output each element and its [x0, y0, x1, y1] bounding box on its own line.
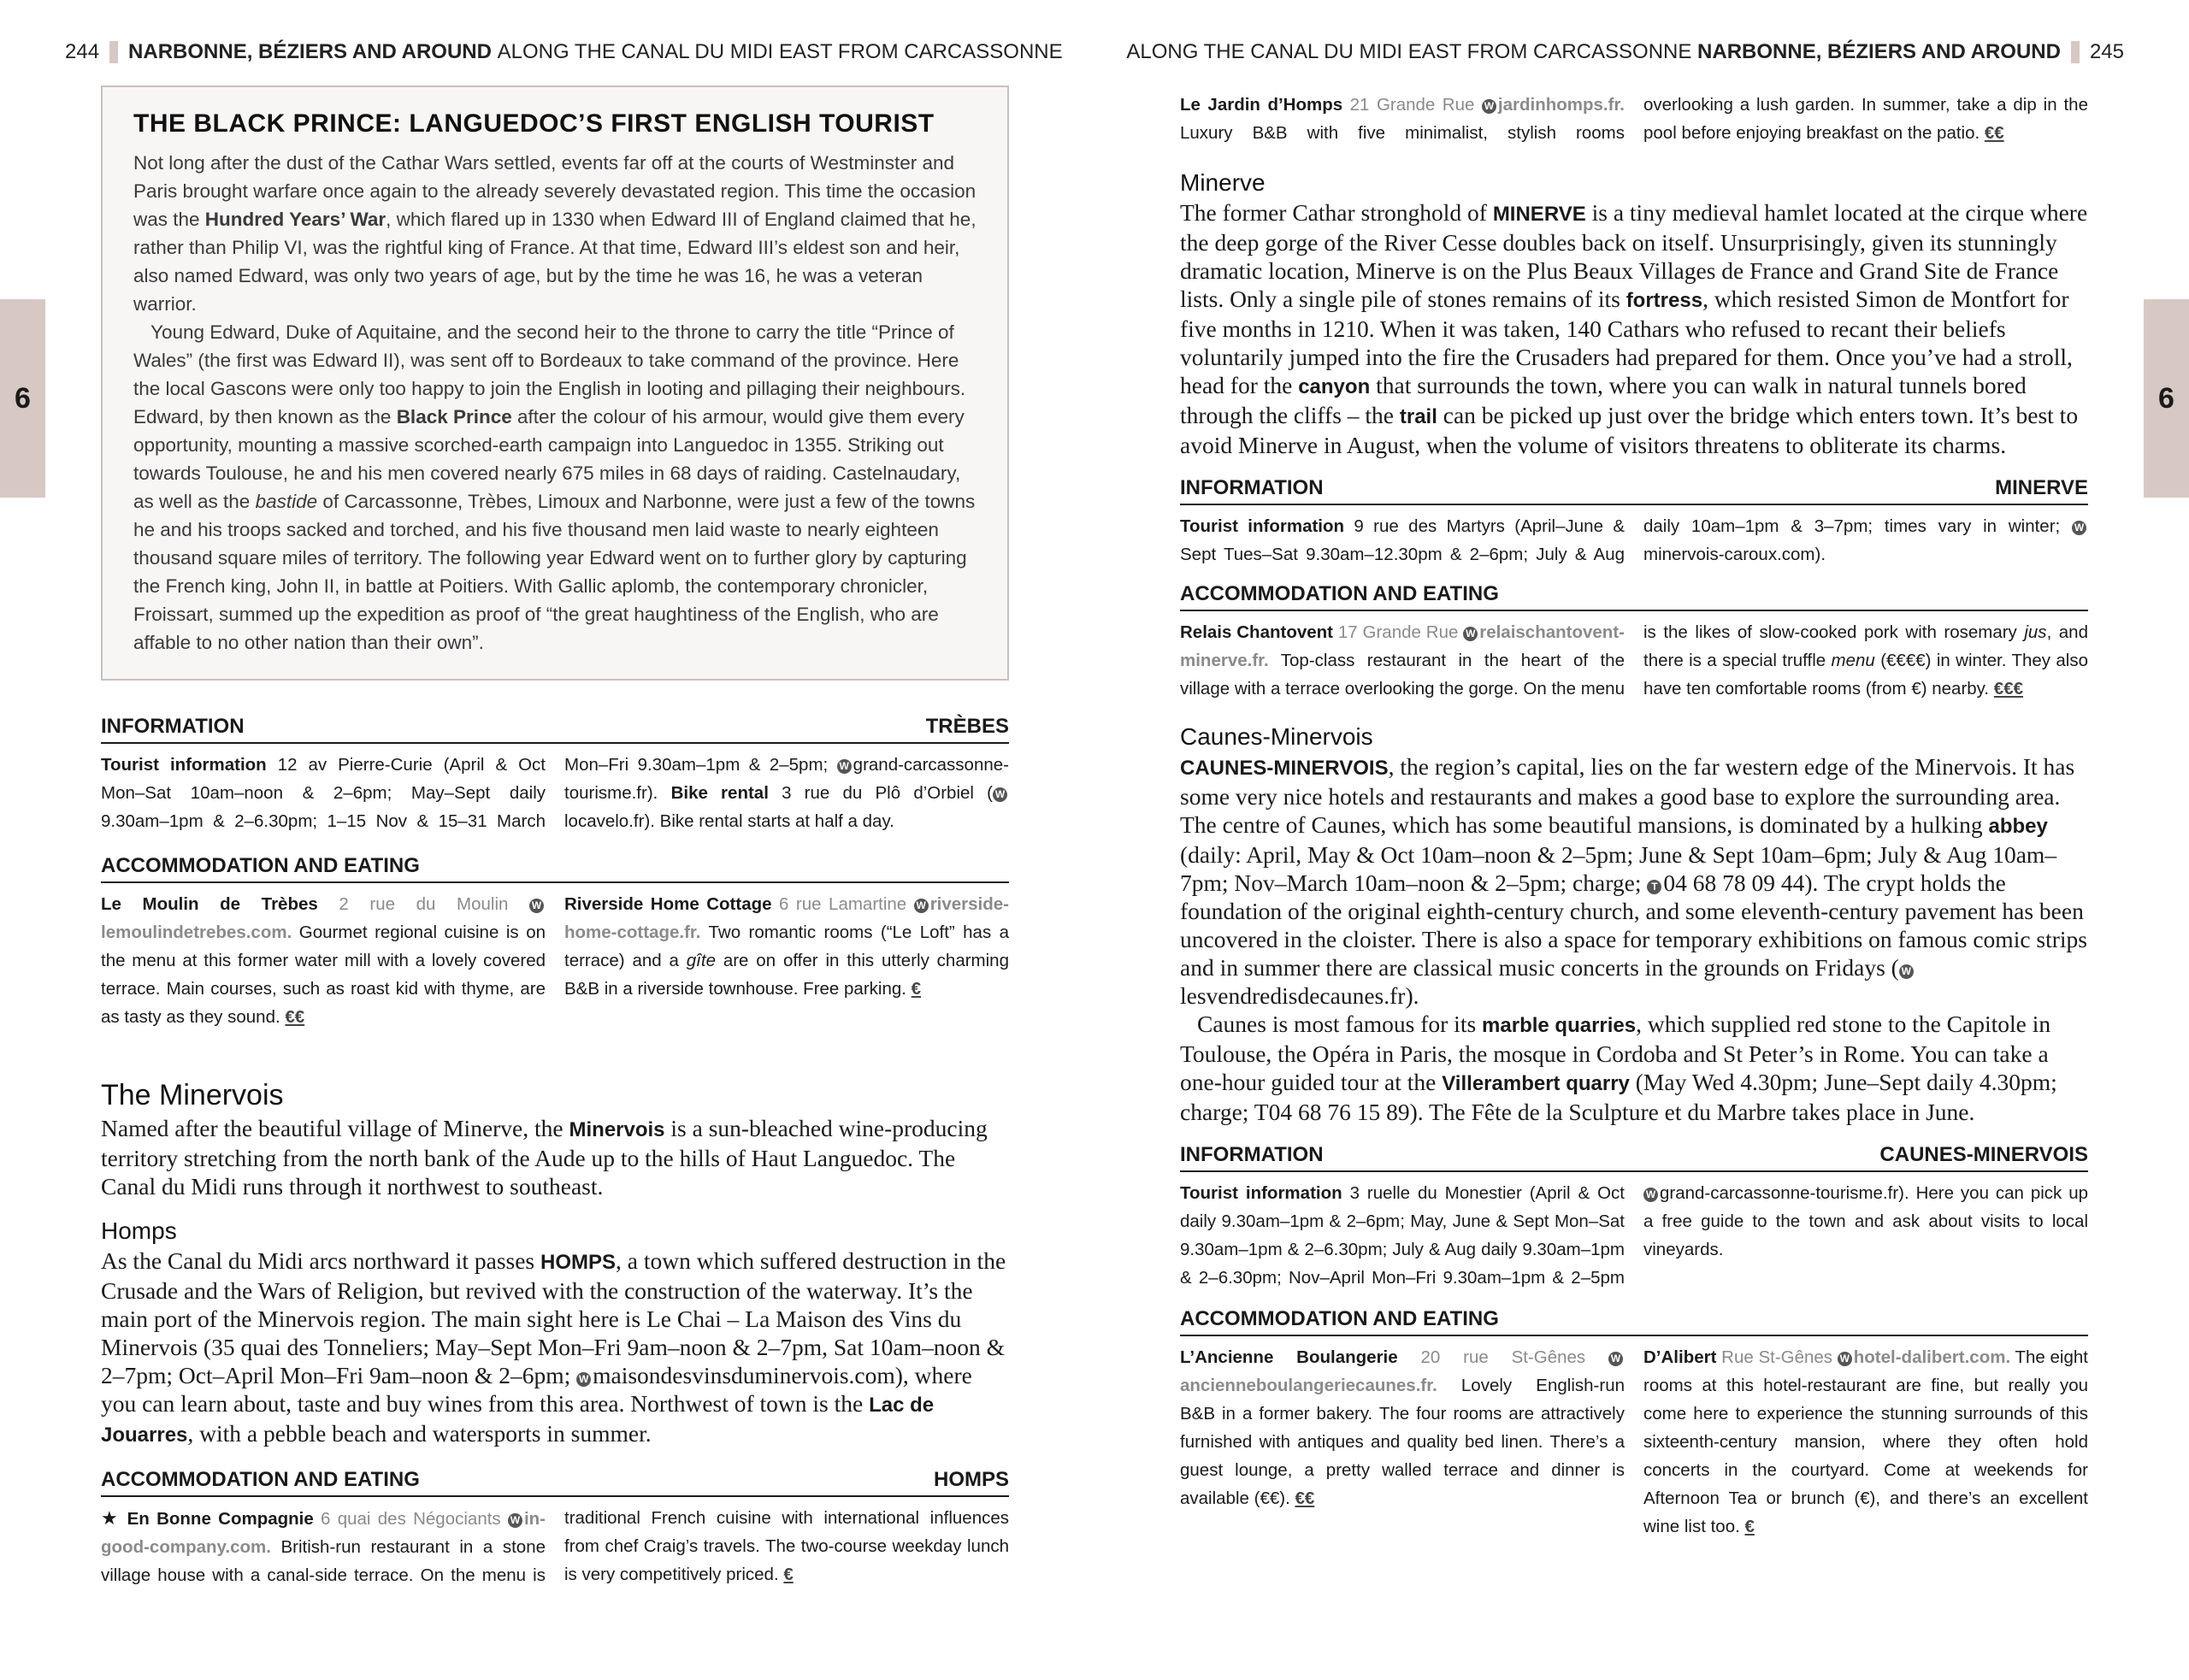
boxout-title: THE BLACK PRINCE: LANGUEDOC’S FIRST ENGLISH TOURIST [133, 109, 935, 138]
trebes-information-listing [101, 751, 1009, 835]
caunes-information-header [1180, 1143, 2088, 1172]
web-icon: W [993, 787, 1007, 802]
price-badge: €€€ [1993, 679, 2024, 699]
minerve-accommodation-header [1180, 582, 2088, 611]
caunes-paragraph-1: CAUNES-MINERVOIS, the region’s capital, lies on the far western edge of the Minervois. It has some very nice hotels and restaurants and makes a good base to explore the surrounding area. The centre of Caunes, which has some beautiful mansions, is dominated by a hulking abbey (daily: April, May & Oct 10am–noon & 2–5pm; June & Sept 10am–6pm; July & Aug 10am–7pm; Nov–March 10am–noon & 2–5pm; charge; T 04 68 78 09 44). The crypt holds the foundation of the original eighth-century church, and some eleventh-century pavement has been uncovered in the cloister. There is also a space for temporary exhibitions on famous comic strips and in summer there are classical music concerts in the grounds on Fridays ( Wlesvendredisdecaunes.fr). [1180, 753, 2088, 1009]
price-badge: €€ [1295, 1488, 1315, 1508]
minerve-heading: Minerve [1180, 169, 1266, 196]
trebes-information-header [101, 715, 1009, 744]
caunes-information-listing [1180, 1179, 2088, 1292]
caunes-tourist-information: Tourist information 3 ruelle du Monestier (April & Oct daily 9.30am–1pm & 2–6pm; May, June & Sept Mon–Sat 9.30am–1pm & 2–6.30pm; July & Aug daily 9.30am–1pm & 2–6.30pm; Nov–April Mon–Fri 9.30am–1pm & 2–5pm W grand-carcassonne-tourisme.fr). Here you can pick up a free guide to the town and ask about visits to local vineyards. [1180, 1183, 2088, 1288]
header-divider [2071, 41, 2080, 63]
minerve-tourist-information: Tourist information 9 rue des Martyrs (April–June & Sept Tues–Sat 9.30am–12.30pm & 2–6pm; July & Aug daily 10am–1pm & 3–7pm; times vary in winter; Wminervois-caroux.com). [1180, 512, 2088, 569]
minerve-information-header [1180, 476, 2088, 505]
header-divider [109, 41, 118, 63]
homps-accommodation-listing [101, 1504, 1009, 1589]
price-badge: € [911, 979, 922, 999]
bike-rental-label: Bike rental [670, 783, 769, 803]
section-heading: ACCOMMODATION AND EATING [1180, 1307, 1499, 1330]
listing-dalibert: D’Alibert Rue St-Gênes W hotel-dalibert.com. The eight rooms at this hotel-restaurant are fine, but really you come here to experience the stunning surrounds of this sixteenth-century mansion, where they often hold concerts in the courtyard. Come at weekends for Afternoon Tea or brunch (€), and there’s an excellent wine list too. € [1643, 1347, 2088, 1536]
price-badge: €€ [1984, 123, 2004, 143]
section-title-left: ALONG THE CANAL DU MIDI EAST FROM CARCASSONNE [497, 40, 1063, 63]
web-icon: W [1463, 627, 1478, 641]
trebes-accommodation-listing [101, 890, 1009, 1031]
listing-riverside-home-cottage: Riverside Home Cottage 6 rue Lamartine W riverside-home-cottage.fr. Two romantic rooms (“Le Loft” has a terrace) and a gîte are on offer in this utterly charming B&B in a riverside townhouse. Free parking. € [564, 894, 1009, 999]
homps-heading: Homps [101, 1217, 177, 1244]
chapter-title-right: NARBONNE, BÉZIERS AND AROUND [1697, 40, 2061, 63]
caunes-accommodation-listing [1180, 1343, 2088, 1541]
section-place: TRÈBES [925, 715, 1009, 738]
section-place: MINERVE [1995, 476, 2088, 499]
web-icon: W [1482, 99, 1496, 114]
chapter-tab-right: 6 [2144, 299, 2189, 498]
listing-le-jardin-dhomps: Le Jardin d’Homps 21 Grande Rue W jardinhomps.fr. Luxury B&B with five minimalist, stylish rooms overlooking a lush garden. In summer, take a dip in the pool before enjoying breakfast on the patio. €€ [1180, 95, 2088, 143]
web-icon: W [508, 1513, 522, 1528]
section-heading: INFORMATION [1180, 1143, 1324, 1166]
minerve-paragraph: The former Cathar stronghold of MINERVE is a tiny medieval hamlet located at the cirque where the deep gorge of the River Cesse doubles back on itself. Unsurprisingly, given its stunningly dramatic location, Minerve is on the Plus Beaux Villages de France and Grand Site de France lists. Only a single pile of stones remains of its fortress, which resisted Simon de Montfort for five months in 1210. When it was taken, 140 Cathars who refused to recant their beliefs voluntarily jumped into the fire the Crusaders had prepared for them. Once you’ve had a stroll, head for the canyon that surrounds the town, where you can walk in natural tunnels bored through the cliffs – the trail can be picked up just over the bridge which enters town. It’s best to avoid Minerve in August, when the volume of visitors threatens to obliterate its charms. [1180, 199, 2088, 458]
boxout-paragraph-2: Young Edward, Duke of Aquitaine, and the second heir to the throne to carry the title “Prince of Wales” (the first was Edward II), was sent off to Bordeaux to take command of the province. Here the local Gascons were only too happy to join the English in looting and pillaging their neighbours. Edward, by then known as the Black Prince after the colour of his armour, would give them every opportunity, mounting a massive scorched-earth campaign into Languedoc in 1355. Striking out towards Toulouse, he and his men covered nearly 675 miles in 68 days of raiding. Castelnaudary, as well as the bastide of Carcassonne, Trèbes, Limoux and Narbonne, were just a few of the towns he and his troops sacked and torched, and his five thousand men laid waste to nearly eighteen thousand square miles of territory. The following year Edward went on to further glory by capturing the French king, John II, in battle at Poitiers. With Gallic aplomb, the contemporary chronicler, Froissart, summed up the expedition as proof of “the great haughtiness of the English, who are affable to no other nation than their own”. [133, 321, 976, 653]
trebes-tourist-information: Tourist information 12 av Pierre-Curie (April & Oct Mon–Sat 10am–noon & 2–6pm; May–Sept daily 9.30am–1pm & 2–6.30pm; 1–15 Nov & 15–31 March Mon–Fri 9.30am–1pm & 2–5pm; W grand-carcassonne-tourisme.fr). Bike rental 3 rue du Plô d’Orbiel ( Wlocavelo.fr). Bike rental starts at half a day. [101, 755, 1009, 831]
web-icon: W [576, 1372, 591, 1387]
black-prince-boxout [101, 85, 1009, 681]
web-icon: W [529, 899, 544, 913]
web-icon: W [1899, 964, 1914, 979]
homps-paragraph: As the Canal du Midi arcs northward it passes HOMPS, a town which suffered destruction in the Crusade and the Wars of Religion, but revived with the construction of the waterway. It’s the main port of the Minervois region. The main sight here is Le Chai – La Maison des Vins du Minervois (35 quai des Tonneliers; May–Sept Mon–Fri 9am–noon & 2–7pm, Sat 10am–noon & 2–7pm; Oct–April Mon–Fri 9am–noon & 2–6pm; W maisondesvinsduminervois.com), where you can learn about, taste and buy wines from this area. Northwest of town is the Lac de Jouarres, with a pebble beach and watersports in summer. [101, 1247, 1006, 1447]
page-number-left: 244 [65, 40, 100, 63]
listing-le-moulin-de-trebes: Le Moulin de Trèbes 2 rue du Moulin Wlemoulindetrebes.com. Gourmet regional cuisine is on the menu at this former water mill with a lovely covered terrace. Main courses, such as roast kid with thyme, are as tasty as they sound. €€ [101, 894, 546, 1027]
price-badge: € [1744, 1517, 1755, 1536]
section-heading: INFORMATION [1180, 476, 1324, 499]
minerve-accommodation-listing [1180, 618, 2088, 703]
star-icon: ★ [101, 1507, 121, 1529]
caunes-accommodation-header [1180, 1307, 2088, 1336]
section-place: HOMPS [933, 1468, 1009, 1491]
chapter-title-left: NARBONNE, BÉZIERS AND AROUND [128, 40, 492, 63]
section-title-right: ALONG THE CANAL DU MIDI EAST FROM CARCASSONNE [1126, 40, 1692, 63]
web-icon: W [1838, 1352, 1852, 1366]
jardin-listing [1180, 91, 2088, 147]
right-page-column [1180, 85, 2088, 1541]
left-page-column [101, 85, 1009, 1589]
caunes-paragraph-2: Caunes is most famous for its marble quarries, which supplied red stone to the Capitole in Toulouse, the Opéra in Paris, the mosque in Cordoba and St Peter’s in Rome. You can take a one-hour guided tour at the Villerambert quarry (May Wed 4.30pm; June–Sept daily 4.30pm; charge; T04 68 76 15 89). The Fête de la Sculpture et du Marbre takes place in June. [1180, 1011, 2057, 1125]
homps-accommodation-header [101, 1468, 1009, 1497]
listing-lancienne-boulangerie: L’Ancienne Boulangerie 20 rue St-Gênes Wancienneboulangeriecaunes.fr. Lovely English-run B&B in a former bakery. The four rooms are attractively furnished with antiques and quality bed linen. There’s a guest lounge, a pretty walled terrace and dinner is available (€€). €€ [1180, 1347, 1625, 1508]
phone-icon: T [1647, 880, 1661, 894]
boxout-paragraph-1: Not long after the dust of the Cathar Wars settled, events far off at the courts of Westminster and Paris brought warfare once again to the already severely devastated region. This time the occasion was the Hundred Years’ War, which flared up in 1330 when Edward III of England claimed that he, rather than Philip VI, was the rightful king of France. At that time, Edward III’s eldest son and heir, also named Edward, was only two years of age, but by the time he was 16, he was a veteran warrior. [133, 152, 976, 315]
listing-en-bonne-compagnie: ★ En Bonne Compagnie 6 quai des Négociants W in-good-company.com. British-run restaurant in a stone village house with a canal-side terrace. On the menu is traditional French cuisine with international influences from chef Craig’s travels. The two-course weekday lunch is very competitively priced. € [101, 1507, 1009, 1585]
web-icon: W [2072, 521, 2086, 535]
caunes-heading: Caunes-Minervois [1180, 723, 1373, 750]
running-head-right [1126, 38, 2124, 67]
web-icon: W [1608, 1352, 1623, 1366]
running-head-left [65, 38, 1063, 67]
section-heading: ACCOMMODATION AND EATING [101, 854, 420, 877]
minerve-information-listing [1180, 512, 2088, 569]
section-heading: ACCOMMODATION AND EATING [101, 1468, 420, 1491]
minervois-intro: Named after the beautiful village of Minerve, the Minervois is a sun-bleached wine-producing territory stretching from the north bank of the Aude up to the hills of Haut Languedoc. The Canal du Midi runs through it northwest to southeast. [101, 1115, 988, 1200]
web-icon: W [914, 899, 929, 913]
listing-relais-chantovent: Relais Chantovent 17 Grande Rue W relaischantovent-minerve.fr. Top-class restaurant in the heart of the village with a terrace overlooking the gorge. On the menu is the likes of slow-cooked pork with rosemary jus, and there is a special truffle menu (€€€€) in winter. They also have ten comfortable rooms (from €) nearby. €€€ [1180, 622, 2088, 699]
chapter-tab-left: 6 [0, 299, 45, 498]
web-icon: W [1643, 1188, 1658, 1202]
page-number-right: 245 [2089, 40, 2124, 63]
section-heading: INFORMATION [101, 715, 245, 738]
section-place: CAUNES-MINERVOIS [1879, 1143, 2088, 1166]
price-badge: € [783, 1565, 794, 1584]
web-icon: W [837, 759, 852, 774]
section-heading: ACCOMMODATION AND EATING [1180, 582, 1499, 605]
price-badge: €€ [285, 1007, 305, 1027]
minervois-heading: The Minervois [101, 1079, 284, 1111]
trebes-accommodation-header [101, 854, 1009, 883]
